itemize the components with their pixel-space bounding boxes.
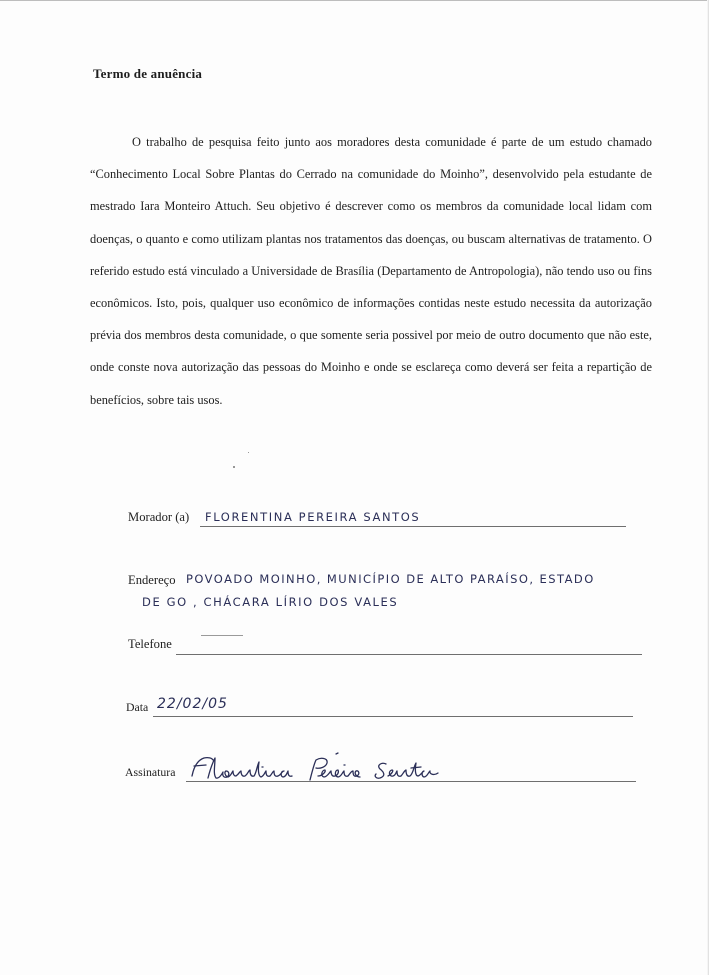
telefone-line: [176, 654, 642, 655]
telefone-label: Telefone: [128, 637, 172, 651]
telefone-short-stroke: [201, 635, 243, 636]
morador-label: Morador (a): [128, 510, 190, 524]
endereco-label: Endereço: [128, 573, 176, 587]
data-label: Data: [126, 700, 149, 714]
assinatura-label: Assinatura: [125, 765, 176, 779]
document-title: Termo de anuência: [93, 66, 203, 81]
morador-line: [200, 526, 626, 527]
scan-edge-top: [0, 0, 709, 7]
endereco-handwritten-line2: DE GO , CHÁCARA LÍRIO DOS VALES: [142, 595, 399, 609]
endereco-handwritten-line1: POVOADO MOINHO, MUNICÍPIO DE ALTO PARAÍSO, ESTADO: [186, 572, 595, 586]
scan-speck: [233, 466, 235, 468]
data-line: [153, 716, 633, 717]
morador-handwritten-value: FLORENTINA PEREIRA SANTOS: [205, 510, 421, 524]
scan-speck: [248, 452, 249, 453]
data-handwritten-value: 22/02/05: [157, 696, 228, 712]
consent-paragraph: O trabalho de pesquisa feito junto aos moradores desta comunidade é parte de um estudo chamado “Conhecimento Local Sobre Plantas do Cerrado na comunidade do Moinho”, desenvolvido pela estudante de mestrado Iara Monteiro Attuch. Seu objetivo é descrever como os membros da comunidade local lidam com doenças, o quanto e como utilizam plantas nos tratamentos das doenças, ou buscam alternativas de tratamento. O referido estudo está vinculado a Universidade de Brasília (Departamento de Antropologia), não tendo uso ou fins econômicos. Isto, pois, qualquer uso econômico de informações contidas neste estudo necessita da autorização prévia dos membros desta comunidade, o que somente seria possivel por meio de outro documento que não este, onde conste nova autorização das pessoas do Moinho e onde se esclareça como deverá ser feita a repartição de benefícios, sobre tais usos.: [90, 135, 652, 407]
